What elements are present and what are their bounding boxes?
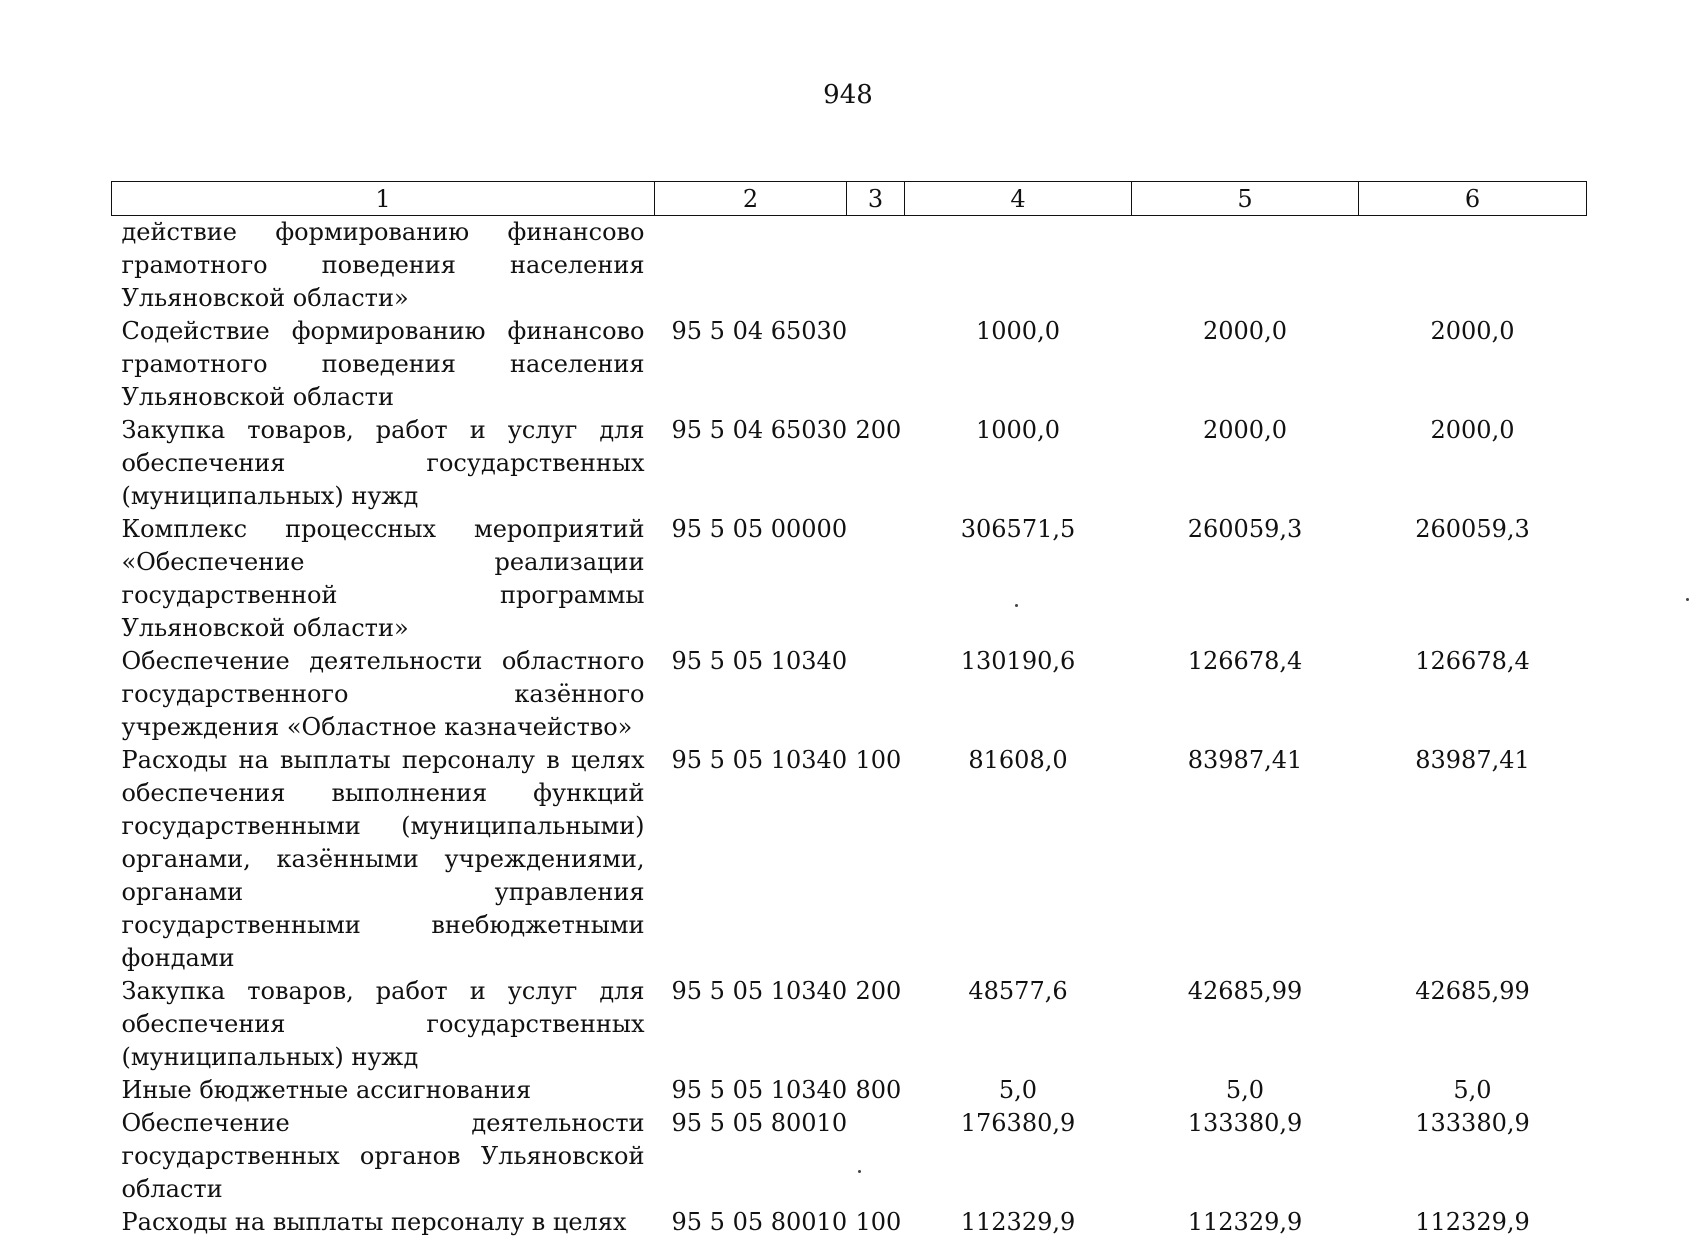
row-name: Закупка товаров, работ и услуг для обеспечения государственных (муниципальных) нужд [112, 414, 655, 513]
scan-speck [1015, 604, 1018, 607]
budget-table [111, 181, 1587, 1239]
row-value-col5: 42685,99 [1132, 975, 1359, 1074]
row-expense-type: 100 [847, 744, 905, 975]
row-code: 95 5 05 10340 [655, 975, 847, 1074]
row-value-col5 [1132, 216, 1359, 316]
row-value-col5: 126678,4 [1132, 645, 1359, 744]
row-value-col5: 2000,0 [1132, 315, 1359, 414]
row-code: 95 5 04 65030 [655, 414, 847, 513]
column-header: 1 [112, 182, 655, 216]
row-code: 95 5 05 80010 [655, 1107, 847, 1206]
table-row [112, 645, 1587, 744]
row-value-col6: 260059,3 [1359, 513, 1587, 645]
row-code: 95 5 05 10340 [655, 1074, 847, 1107]
row-name: действие формированию финансово грамотного поведения населения Ульяновской области» [112, 216, 655, 316]
row-expense-type: 200 [847, 975, 905, 1074]
row-name: Содействие формированию финансово грамотного поведения населения Ульяновской области [112, 315, 655, 414]
row-code: 95 5 05 00000 [655, 513, 847, 645]
row-code: 95 5 05 80010 [655, 1206, 847, 1239]
row-value-col4: 112329,9 [905, 1206, 1132, 1239]
row-name: Закупка товаров, работ и услуг для обеспечения государственных (муниципальных) нужд [112, 975, 655, 1074]
column-header: 2 [655, 182, 847, 216]
row-value-col6: 83987,41 [1359, 744, 1587, 975]
row-expense-type [847, 513, 905, 645]
row-code: 95 5 05 10340 [655, 744, 847, 975]
row-name: Расходы на выплаты персоналу в целях [112, 1206, 655, 1239]
row-value-col5: 133380,9 [1132, 1107, 1359, 1206]
row-value-col5: 2000,0 [1132, 414, 1359, 513]
scan-speck [1686, 598, 1689, 601]
row-value-col4 [905, 216, 1132, 316]
table-row [112, 216, 1587, 316]
table-row [112, 1074, 1587, 1107]
row-name: Обеспечение деятельности государственных органов Ульяновской области [112, 1107, 655, 1206]
table-row [112, 975, 1587, 1074]
row-expense-type: 100 [847, 1206, 905, 1239]
table-row [112, 513, 1587, 645]
scan-speck [858, 1170, 861, 1173]
table-row [112, 1107, 1587, 1206]
row-value-col6: 42685,99 [1359, 975, 1587, 1074]
column-header: 4 [905, 182, 1132, 216]
row-value-col6: 5,0 [1359, 1074, 1587, 1107]
column-header: 5 [1132, 182, 1359, 216]
row-value-col6: 133380,9 [1359, 1107, 1587, 1206]
table-body [112, 216, 1587, 1239]
column-number-row [112, 182, 1587, 216]
row-value-col6: 2000,0 [1359, 414, 1587, 513]
row-expense-type [847, 1107, 905, 1206]
row-value-col4: 1000,0 [905, 414, 1132, 513]
row-code: 95 5 05 10340 [655, 645, 847, 744]
row-value-col5: 5,0 [1132, 1074, 1359, 1107]
row-expense-type [847, 315, 905, 414]
table-row [112, 315, 1587, 414]
row-name: Обеспечение деятельности областного государственного казённого учреждения «Областное казначейство» [112, 645, 655, 744]
row-value-col5: 112329,9 [1132, 1206, 1359, 1239]
row-code: 95 5 04 65030 [655, 315, 847, 414]
row-value-col4: 176380,9 [905, 1107, 1132, 1206]
row-value-col4: 81608,0 [905, 744, 1132, 975]
row-expense-type: 200 [847, 414, 905, 513]
table-header [112, 182, 1587, 216]
column-header: 6 [1359, 182, 1587, 216]
row-value-col6: 112329,9 [1359, 1206, 1587, 1239]
row-expense-type [847, 216, 905, 316]
row-expense-type [847, 645, 905, 744]
row-value-col6: 2000,0 [1359, 315, 1587, 414]
row-value-col5: 83987,41 [1132, 744, 1359, 975]
column-header: 3 [847, 182, 905, 216]
row-value-col4: 48577,6 [905, 975, 1132, 1074]
row-expense-type: 800 [847, 1074, 905, 1107]
row-name: Иные бюджетные ассигнования [112, 1074, 655, 1107]
row-value-col4: 1000,0 [905, 315, 1132, 414]
row-code [655, 216, 847, 316]
row-value-col4: 130190,6 [905, 645, 1132, 744]
table-row [112, 414, 1587, 513]
row-value-col6: 126678,4 [1359, 645, 1587, 744]
row-value-col6 [1359, 216, 1587, 316]
table-row [112, 744, 1587, 975]
row-value-col4: 306571,5 [905, 513, 1132, 645]
page-number: 948 [0, 80, 1696, 110]
row-value-col5: 260059,3 [1132, 513, 1359, 645]
row-value-col4: 5,0 [905, 1074, 1132, 1107]
row-name: Расходы на выплаты персоналу в целях обеспечения выполнения функций государственными (муниципальными) органами, казёнными учреждениями, органами управления государственными внебюджетными фондами [112, 744, 655, 975]
row-name: Комплекс процессных мероприятий «Обеспечение реализации государственной программы Ульяновской области» [112, 513, 655, 645]
table-row [112, 1206, 1587, 1239]
